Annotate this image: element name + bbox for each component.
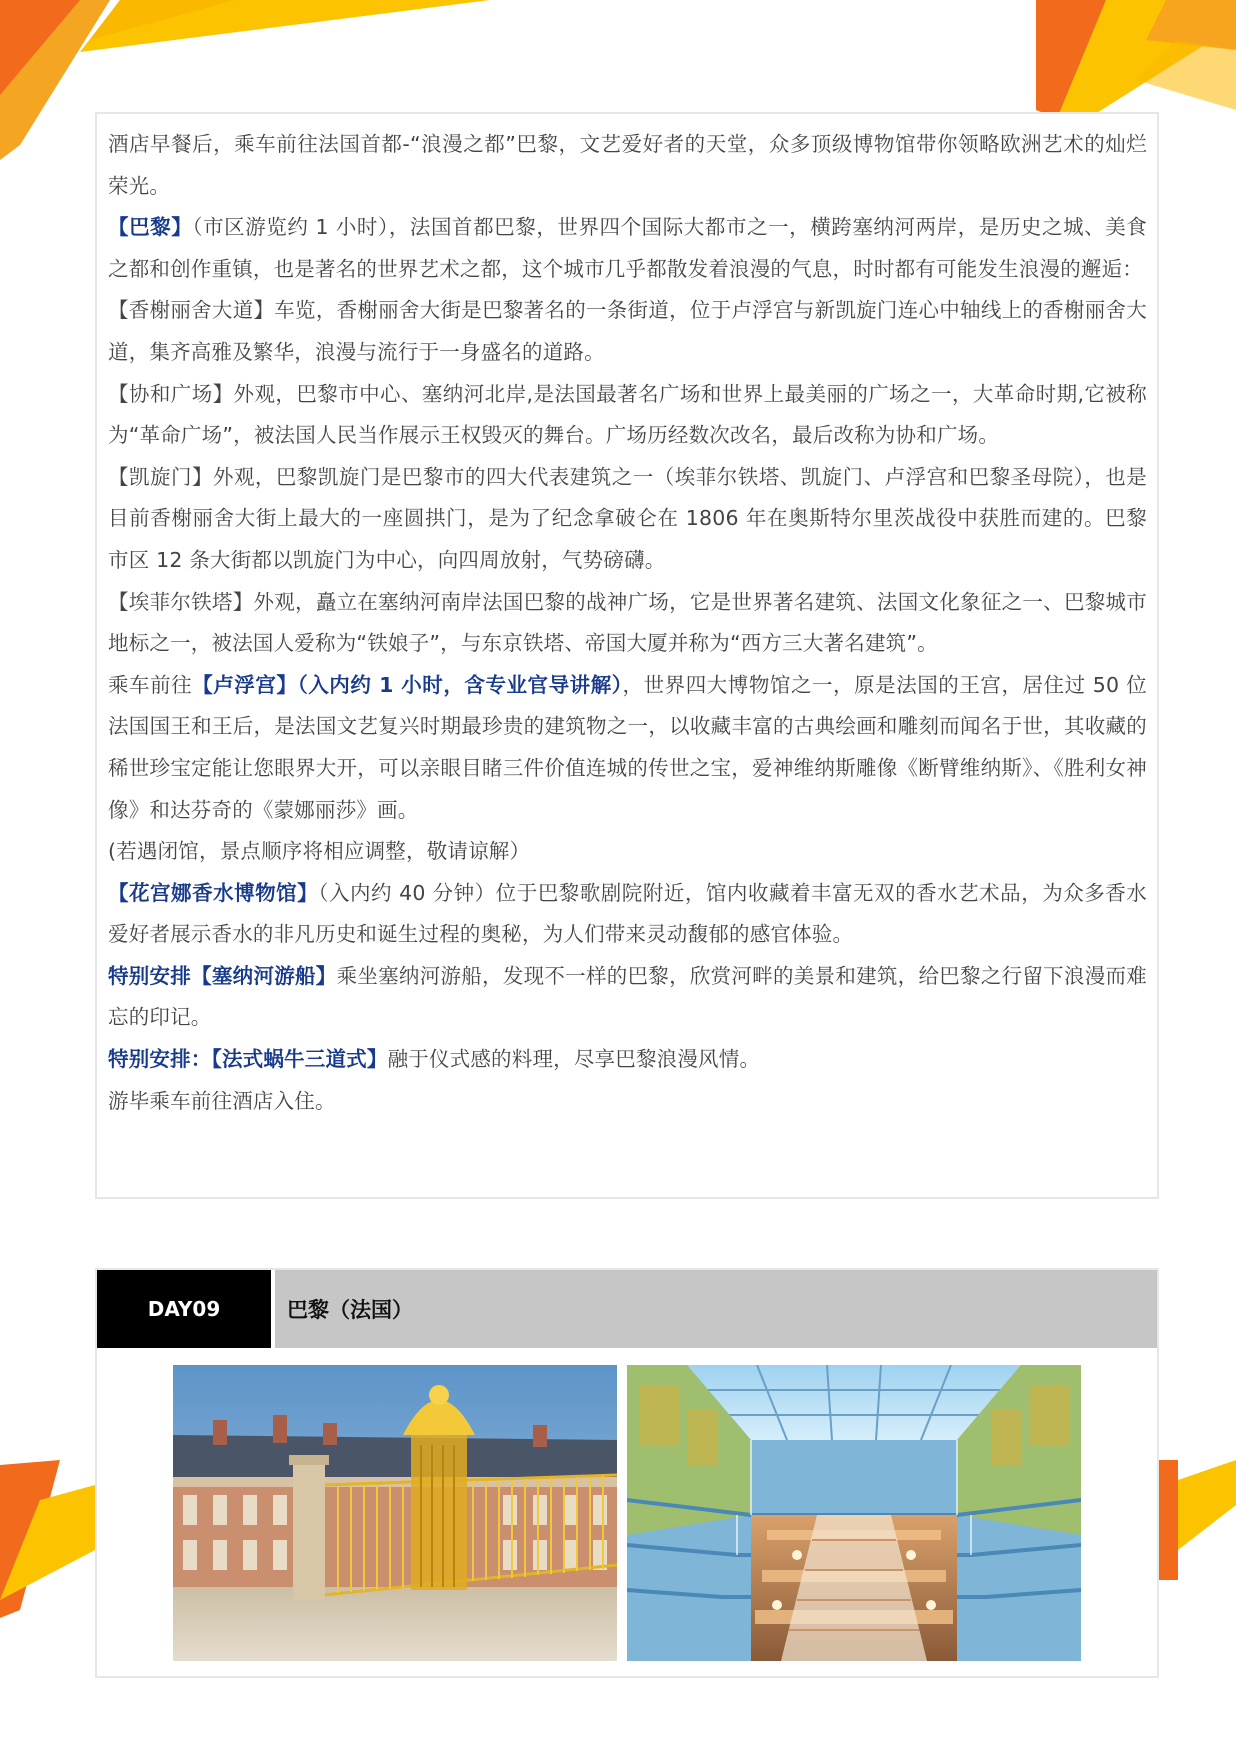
arc-de-triomphe-paragraph: 【凯旋门】外观，巴黎凯旋门是巴黎市的四大代表建筑之一（埃菲尔铁塔、凯旋门、卢浮宫和巴黎圣母院），也是目前香榭丽舍大街上最大的一座圆拱门，是为了纪念拿破仑在 1806 年在奥斯特尔里茨战役中获胜而建的。巴黎市区 12 条大街都以凯旋门为中心，向四周放射，气势磅礴。 bbox=[108, 464, 1147, 572]
eiffel-tower-paragraph: 【埃菲尔铁塔】外观，矗立在塞纳河南岸法国巴黎的战神广场，它是世界著名建筑、法国文化象征之一、巴黎城市地标之一，被法国人爱称为“铁娘子”，与东京铁塔、帝国大厦并称为“西方三大著名建筑”。 bbox=[108, 589, 1147, 656]
fragonard-title: 【花宫娜香水博物馆】 bbox=[108, 880, 319, 905]
decor-middle-left bbox=[0, 1460, 100, 1620]
louvre-paragraph bbox=[108, 665, 1147, 831]
paris-paragraph bbox=[108, 207, 1147, 290]
department-store-atrium-photo bbox=[627, 1365, 1081, 1661]
champs-elysees-paragraph: 【香榭丽舍大道】车览，香榭丽舍大街是巴黎著名的一条街道，位于卢浮宫与新凯旋门连心中轴线上的香榭丽舍大道，集齐高雅及繁华，浪漫与流行于一身盛名的道路。 bbox=[108, 298, 1147, 364]
decor-middle-right bbox=[1158, 1460, 1236, 1580]
day-header bbox=[97, 1270, 1157, 1348]
end-paragraph: 游毕乘车前往酒店入住。 bbox=[108, 1088, 336, 1113]
day-title: 巴黎（法国） bbox=[275, 1270, 1157, 1348]
escargot-text: 融于仪式感的料理，尽享巴黎浪漫风情。 bbox=[387, 1047, 761, 1072]
louvre-prefix: 乘车前往 bbox=[108, 672, 193, 697]
versailles-gate-photo bbox=[173, 1365, 617, 1661]
escargot-title: 特别安排：【法式蜗牛三道式】 bbox=[108, 1047, 388, 1072]
closure-note: (若遇闭馆，景点顺序将相应调整，敬请谅解） bbox=[108, 839, 531, 864]
seine-cruise-title: 特别安排【塞纳河游船】 bbox=[108, 963, 337, 988]
fragonard-text: （入内约 40 分钟）位于巴黎歌剧院附近，馆内收藏着丰富无双的香水艺术品，为众多香水爱好者展示香水的非凡历史和诞生过程的奥秘，为人们带来灵动馥郁的感官体验。 bbox=[108, 880, 1147, 947]
itinerary-text-card bbox=[95, 112, 1159, 1199]
louvre-text: ，世界四大博物馆之一，原是法国的王宫，居住过 50 位法国国王和王后，是法国文艺复兴时期最珍贵的建筑物之一，以收藏丰富的古典绘画和雕刻而闻名于世，其收藏的稀世珍宝定能让您眼界大开，可以亲眼目睹三件价值连城的传世之宝，爱神维纳斯雕像《断臂维纳斯》、《胜利女神像》和达芬奇的《蒙娜丽莎》画。 bbox=[108, 672, 1147, 822]
day-label: DAY09 bbox=[97, 1270, 271, 1348]
day-card bbox=[95, 1268, 1159, 1678]
seine-cruise-paragraph bbox=[108, 956, 1147, 1039]
intro-paragraph: 酒店早餐后，乘车前往法国首都-“浪漫之都”巴黎，文艺爱好者的天堂，众多顶级博物馆带你领略欧洲艺术的灿烂荣光。 bbox=[108, 132, 1147, 198]
escargot-paragraph bbox=[108, 1039, 1147, 1081]
paris-title: 【巴黎】 bbox=[108, 215, 193, 240]
paris-text: （市区游览约 1 小时），法国首都巴黎，世界四个国际大都市之一，横跨塞纳河两岸，是历史之城、美食之都和创作重镇，也是著名的世界艺术之都，这个城市几乎都散发着浪漫的气息，时时都有可能发生浪漫的邂逅： bbox=[108, 215, 1147, 281]
seine-cruise-text: 乘坐塞纳河游船，发现不一样的巴黎，欣赏河畔的美景和建筑，给巴黎之行留下浪漫而难忘的印记。 bbox=[108, 963, 1147, 1030]
louvre-title: 【卢浮宫】（入内约 1 小时，含专业官导讲解） bbox=[192, 672, 623, 697]
fragonard-paragraph bbox=[108, 873, 1147, 956]
concorde-paragraph: 【协和广场】外观，巴黎市中心、塞纳河北岸,是法国最著名广场和世界上最美丽的广场之一，大革命时期,它被称为“革命广场”，被法国人民当作展示王权毁灭的舞台。广场历经数次改名，最后改称为协和广场。 bbox=[108, 381, 1147, 448]
